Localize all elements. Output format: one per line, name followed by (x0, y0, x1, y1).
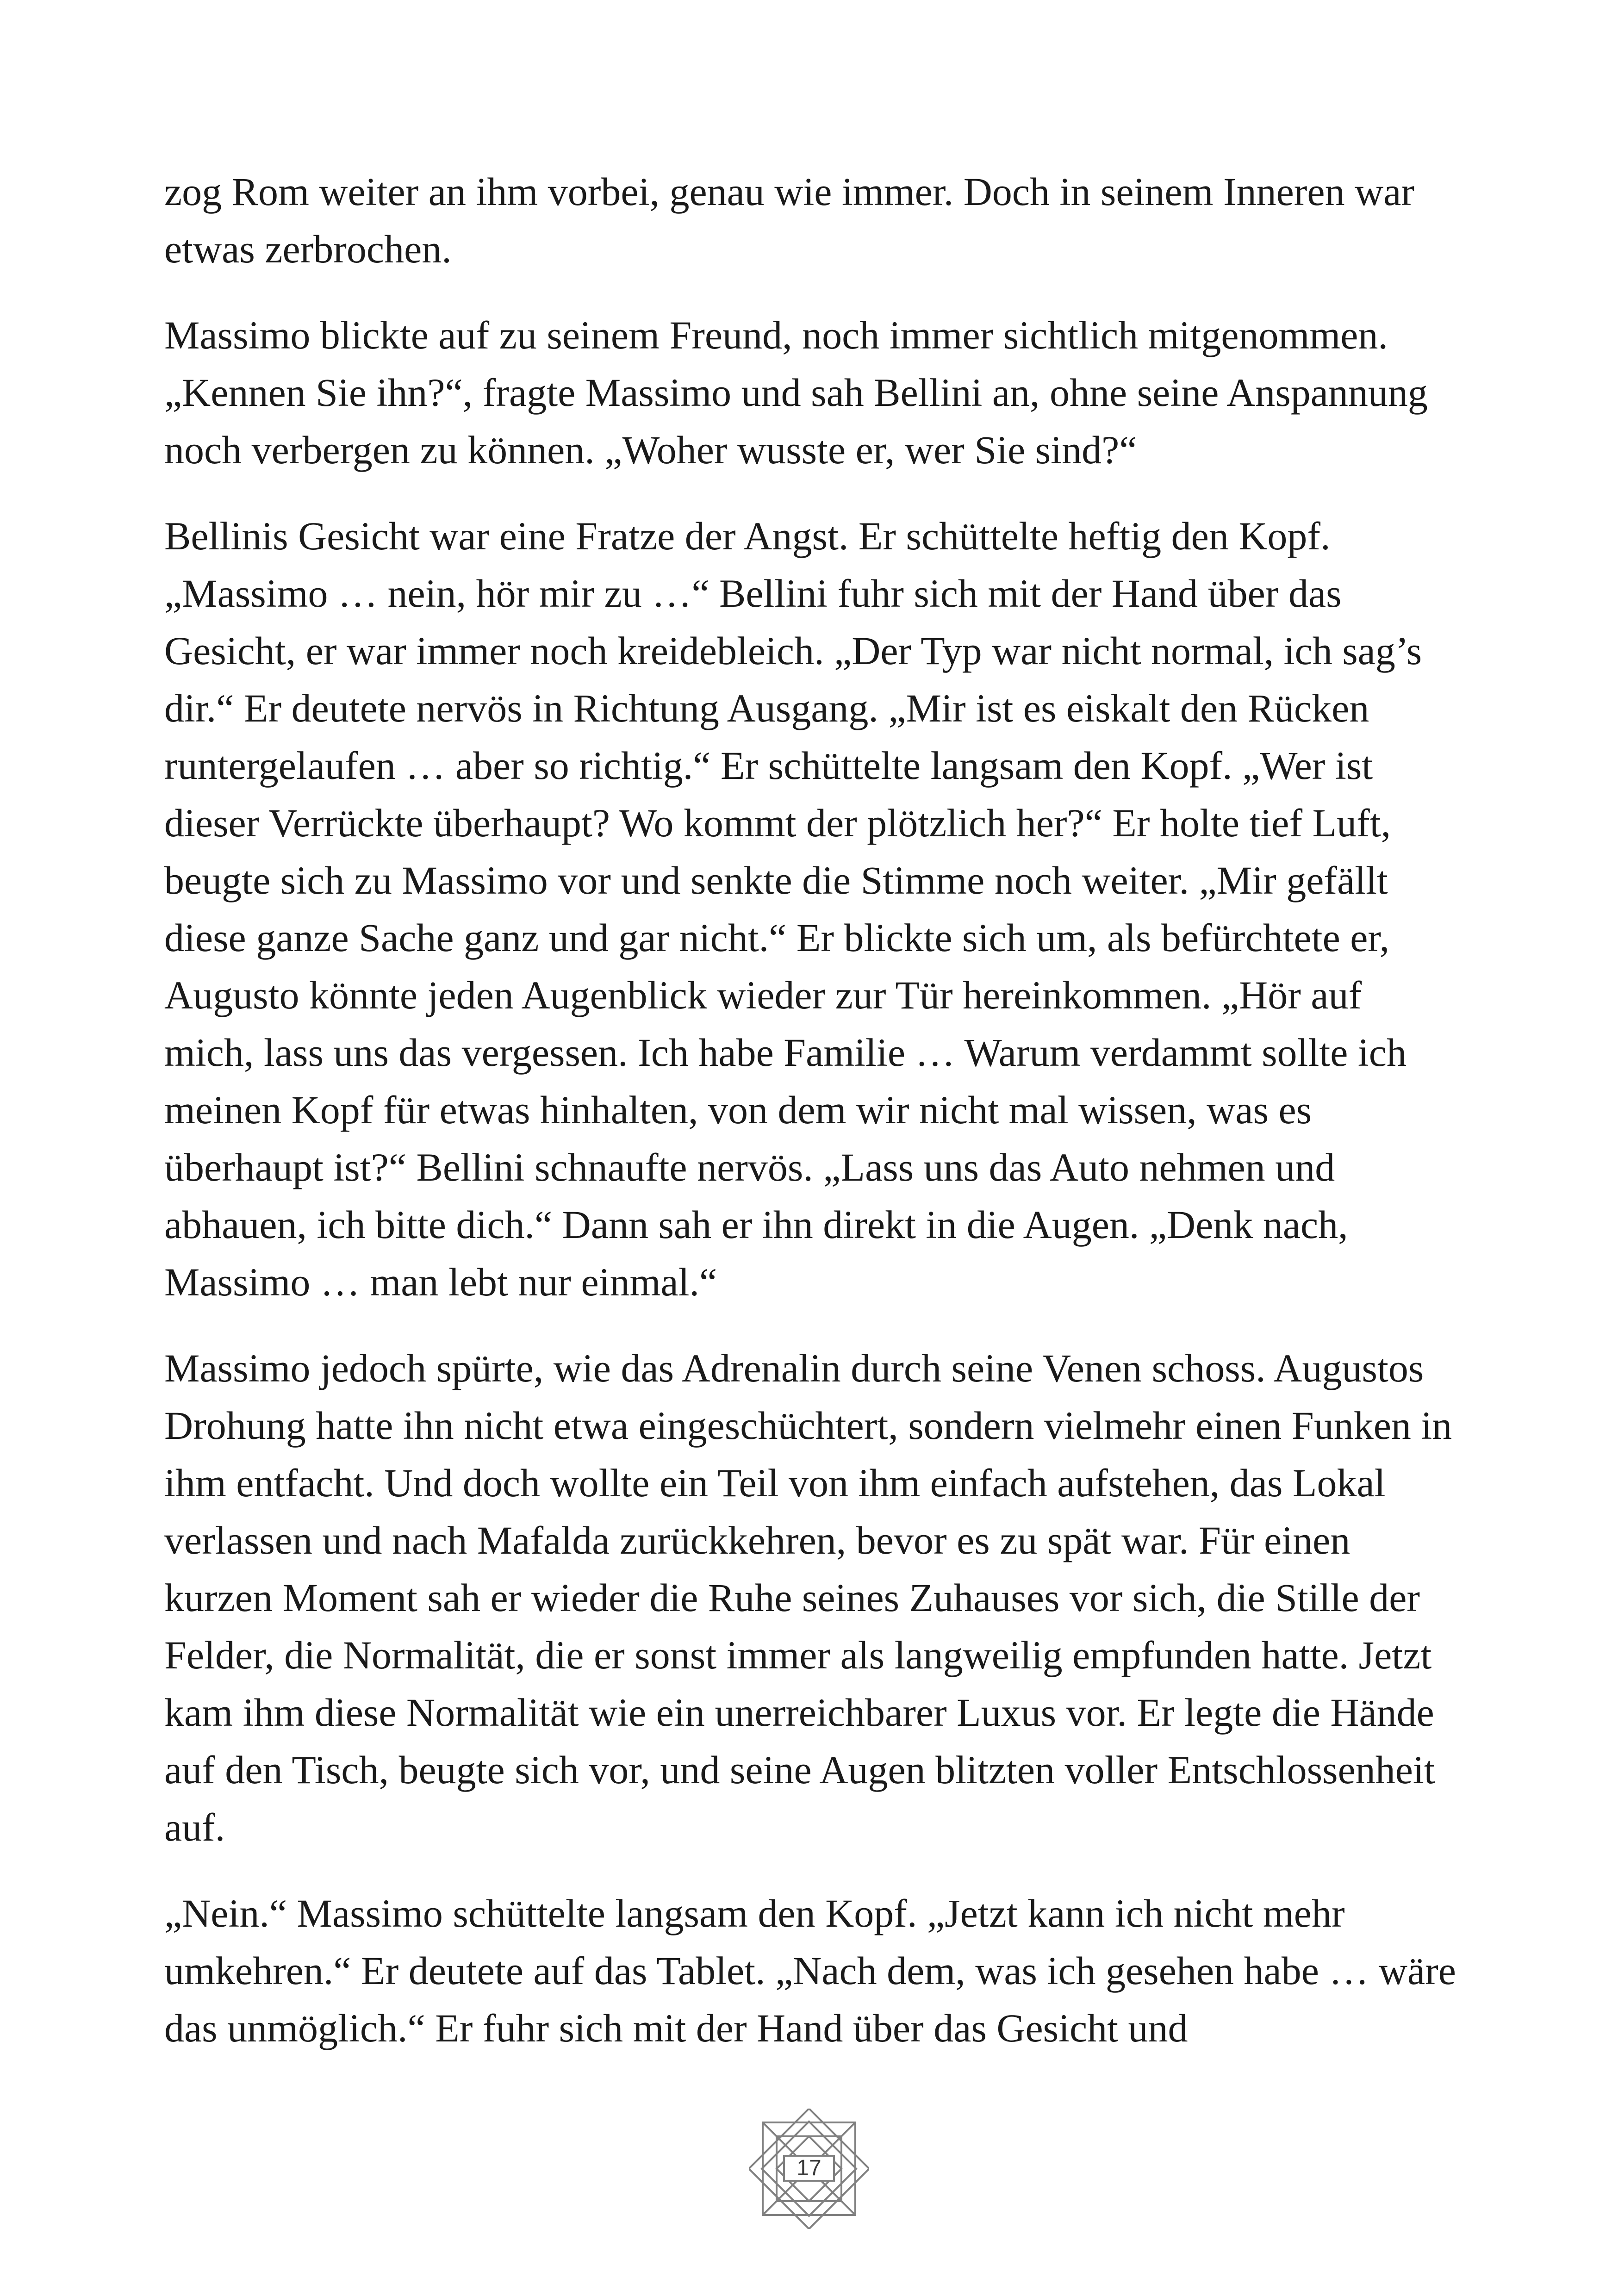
page-number: 17 (783, 2155, 835, 2182)
paragraph-4: Massimo jedoch spürte, wie das Adrenalin durch seine Venen schoss. Augustos Drohung hatte ihn nicht etwa eingeschüchtert, sondern vielmehr einen Funken in ihm entfacht. Und doch wollte ein Teil von ihm einfach aufstehen, das Lokal verlassen und nach Mafalda zurückkehren, bevor es zu spät war. Für einen kurzen Moment sah er wieder die Ruhe seines Zuhauses vor sich, die Stille der Felder, die Normalität, die er sonst immer als langweilig empfunden hatte. Jetzt kam ihm diese Normalität wie ein unerreichbarer Luxus vor. Er legte die Hände auf den Tisch, beugte sich vor, und seine Augen blitzten voller Entschlossenheit auf. (164, 1346, 1452, 1849)
paragraph-3: Bellinis Gesicht war eine Fratze der Angst. Er schüttelte heftig den Kopf. „Massimo … nein, hör mir zu …“ Bellini fuhr sich mit der Hand über das Gesicht, er war immer noch kreidebleich. „Der Typ war nicht normal, ich sag’s dir.“ Er deutete nervös in Richtung Ausgang. „Mir ist es eiskalt den Rücken runtergelaufen … aber so richtig.“ Er schüttelte langsam den Kopf. „Wer ist dieser Verrückte überhaupt? Wo kommt der plötzlich her?“ Er holte tief Luft, beugte sich zu Massimo vor und senkte die Stimme noch weiter. „Mir gefällt diese ganze Sache ganz und gar nicht.“ Er blickte sich um, als befürchtete er, Augusto könnte jeden Augenblick wieder zur Tür hereinkommen. „Hör auf mich, lass uns das vergessen. Ich habe Familie … Warum verdammt sollte ich meinen Kopf für etwas hinhalten, von dem wir nicht mal wissen, was es überhaupt ist?“ Bellini schnaufte nervös. „Lass uns das Auto nehmen und abhauen, ich bitte dich.“ Dann sah er ihn direkt in die Augen. „Denk nach, Massimo … man lebt nur einmal.“ (164, 514, 1422, 1304)
page-text-body (164, 163, 1460, 2057)
paragraph-5: „Nein.“ Massimo schüttelte langsam den Kopf. „Jetzt kann ich nicht mehr umkehren.“ Er deutete auf das Tablet. „Nach dem, was ich gesehen habe … wäre das unmöglich.“ Er fuhr sich mit der Hand über das Gesicht und (164, 1891, 1456, 2050)
paragraph-1: zog Rom weiter an ihm vorbei, genau wie immer. Doch in seinem Inneren war etwas zerbrochen. (164, 169, 1415, 271)
paragraph-2: Massimo blickte auf zu seinem Freund, noch immer sichtlich mitgenommen. „Kennen Sie ihn?“, fragte Massimo und sah Bellini an, ohne seine Anspannung noch verbergen zu können. „Woher wusste er, wer Sie sind?“ (164, 313, 1428, 472)
page-number-ornament (749, 2109, 869, 2229)
